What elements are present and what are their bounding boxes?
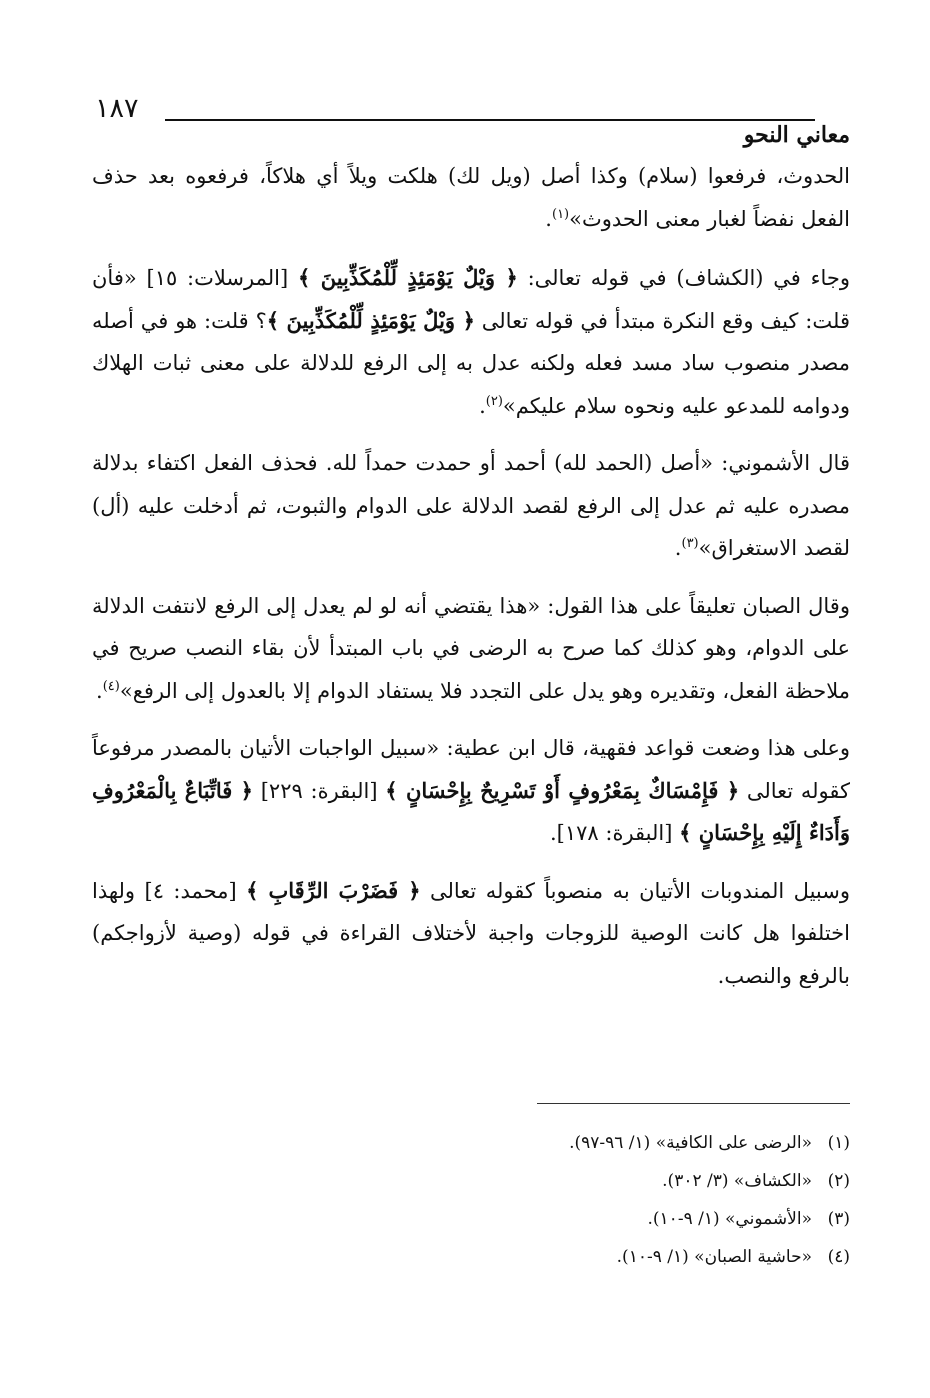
paragraph — [92, 155, 850, 240]
text-run: الحدوث، فرفعوا (سلام) وكذا أصل (ويل لك) هلكت ويلاً أي هلاكاً، فرفعوه بعد حذف الفعل نفضاً لغبار معنى الحدوث» — [92, 164, 850, 231]
text-run: . — [545, 206, 552, 231]
paragraph — [92, 442, 850, 570]
quran-verse: ﴿ وَيْلٌ يَوْمَئِذٍ لِّلْمُكَذِّبِينَ ﴾ — [266, 307, 475, 333]
body-text — [92, 155, 850, 1012]
footnote-number: (٢) — [827, 1171, 850, 1191]
footnote-number: (٤) — [827, 1247, 850, 1267]
header-rule — [165, 119, 815, 121]
text-run: وعلى هذا وضعت قواعد فقهية، قال ابن عطية: «سبيل الواجبات الأتيان بالمصدر مرفوعاً كقوله تعالى — [92, 736, 850, 803]
quran-verse: ﴿ فَضَرْبَ الرِّقَابِ ﴾ — [246, 877, 421, 903]
footnote-number: (١) — [827, 1133, 850, 1153]
text-run: قال الأشموني: «أصل (الحمد لله) أحمد أو حمدت حمداً لله. فحذف الفعل اكتفاء بدلالة مصدره عليه ثم عدل إلى الرفع لقصد الدلالة على الدوام والثبوت، ثم أدخلت عليه (أل) لقصد الاستغراق» — [92, 451, 850, 560]
footnote-ref: (٣) — [681, 536, 699, 551]
text-run: . — [479, 393, 486, 418]
footnote-ref: (٢) — [485, 393, 503, 409]
text-run: [محمد: ٤] ولهذا اختلفوا هل كانت الوصية للزوجات واجبة لأختلاف القراءة في قوله (وصية لأزواجكم) بالرفع والنصب. — [92, 878, 850, 988]
footnote-item — [70, 1238, 850, 1276]
footnote-ref: (١) — [551, 206, 570, 222]
page-header — [95, 88, 850, 148]
text-run: . — [96, 678, 103, 703]
quran-verse: ﴿ وَيْلٌ يَوْمَئِذٍ لِّلْمُكَذِّبِينَ ﴾ — [297, 265, 518, 290]
quran-verse: ﴿ فَاتِّبَاعٌ بِالْمَعْرُوفِ وَأَدَاءٌ إِلَيْهِ بِإِحْسَانٍ ﴾ — [92, 777, 850, 845]
footnote-text: «الكشاف» (٣/ ٣٠٢). — [662, 1171, 812, 1191]
text-run: [المرسلات: ١٥] «فأن قلت: كيف وقع النكرة مبتدأ في قوله تعالى — [92, 266, 850, 333]
text-run: وسبيل المندوبات الأتيان به منصوباً كقوله تعالى — [420, 878, 850, 903]
text-run: . — [674, 536, 682, 560]
text-run: ؟ قلت: هو في أصله مصدر منصوب ساد مسد فعله ولكنه عدل به إلى الرفع للدلالة على معنى ثبات الهلاك ودوامه للمدعو عليه ونحوه سلام عليكم» — [92, 308, 850, 418]
footnote-item — [70, 1200, 850, 1238]
footnote-number: (٣) — [827, 1209, 850, 1229]
quran-verse: ﴿ فَإِمْسَاكٌ بِمَعْرُوفٍ أَوْ تَسْرِيحٌ بِإِحْسَانٍ ﴾ — [385, 777, 740, 803]
footnote-text: «الرضى على الكافية» (١/ ٩٦-٩٧). — [569, 1133, 812, 1153]
footnote-text: «حاشية الصبان» (١/ ٩-١٠). — [616, 1247, 812, 1267]
paragraph — [92, 870, 850, 998]
text-run: وقال الصبان تعليقاً على هذا القول: «هذا يقتضي أنه لو لم يعدل إلى الرفع لانتفت الدلالة على الدوام، وهو كذلك كما صرح به الرضى في باب المبتدأ لأن بقاء النصب صريح في ملاحظة الفعل، وتقديره وهو يدل على التجدد فلا يستفاد الدوام إلا بالعدول إلى الرفع» — [92, 593, 850, 703]
page-number: ١٨٧ — [95, 93, 139, 124]
running-title: معاني النحو — [743, 122, 850, 148]
footnote-item — [70, 1124, 850, 1162]
paragraph — [92, 727, 850, 855]
footnotes — [70, 1124, 850, 1276]
footnote-ref: (٤) — [102, 678, 120, 694]
text-run: [البقرة: ٢٢٩] — [253, 778, 386, 803]
paragraph — [92, 257, 850, 427]
footnote-item — [70, 1162, 850, 1200]
text-run: [البقرة: ١٧٨]. — [549, 821, 680, 845]
footnote-text: «الأشموني» (١/ ٩-١٠). — [647, 1209, 812, 1229]
footnote-separator — [537, 1103, 850, 1104]
paragraph — [92, 585, 850, 713]
text-run: وجاء في (الكشاف) في قوله تعالى: — [517, 266, 851, 290]
